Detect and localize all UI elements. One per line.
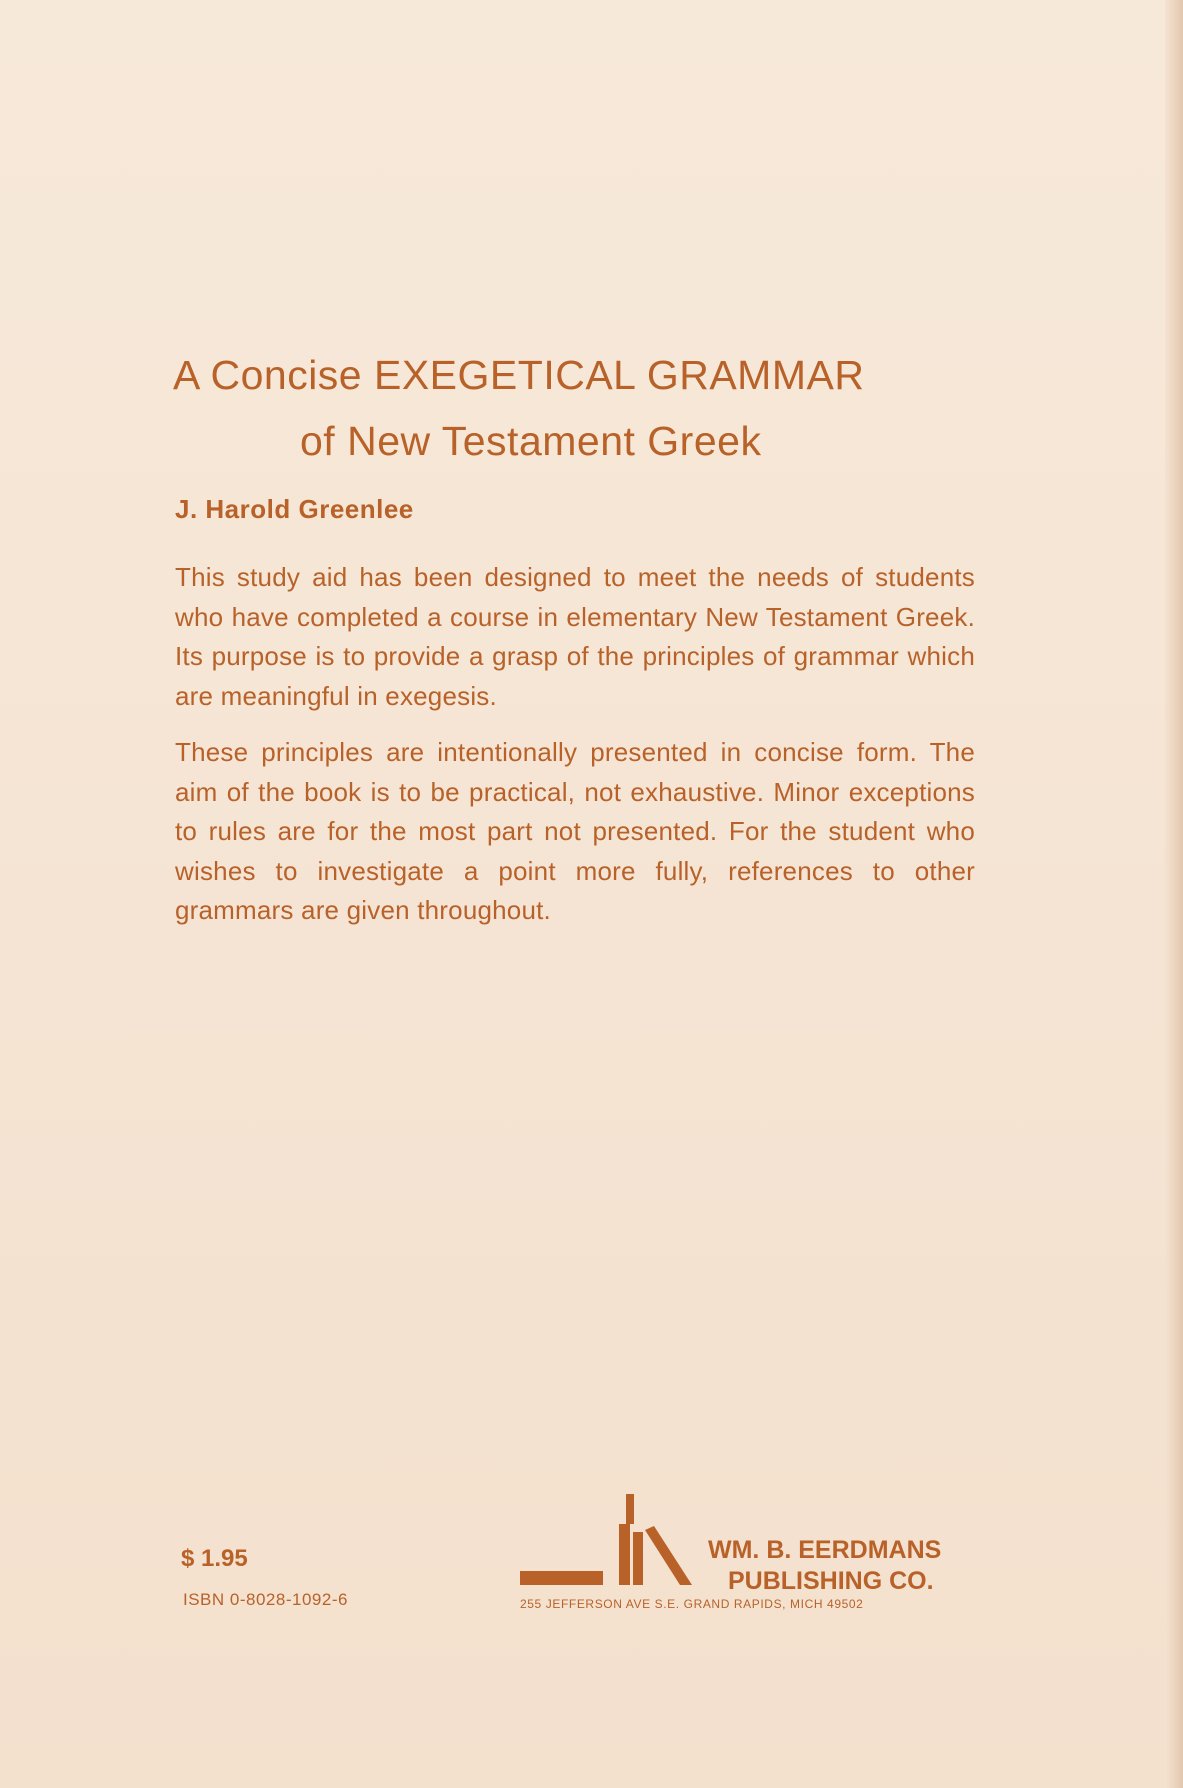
books-logo-icon: [520, 1494, 720, 1594]
book-title-line2: of New Testament Greek: [300, 418, 762, 464]
isbn-label: ISBN 0-8028-1092-6: [183, 1590, 348, 1609]
publisher-name-line1: WM. B. EERDMANS: [708, 1536, 942, 1564]
page-edge: [1165, 0, 1183, 1788]
publisher-name-line2: PUBLISHING CO.: [728, 1567, 934, 1595]
description-paragraph-2: These principles are intentionally presented in concise form. The aim of the book is to be practical, not exhaustive. Minor exceptions to rules are for the most part not presented. For the student who wishes to investigate a point more fully, references to other grammars are given throughout.: [175, 737, 975, 925]
book-title-line1: A Concise EXEGETICAL GRAMMAR: [173, 352, 865, 398]
description-paragraph-1: This study aid has been designed to meet the needs of students who have completed a course in elementary New Testament Greek. Its purpose is to provide a grasp of the principles of grammar which are meaningful in exegesis.: [175, 562, 975, 711]
price-label: $ 1.95: [181, 1545, 248, 1572]
author-name: J. Harold Greenlee: [175, 494, 414, 524]
publisher-address: 255 JEFFERSON AVE S.E. GRAND RAPIDS, MICH 49502: [520, 1597, 864, 1611]
